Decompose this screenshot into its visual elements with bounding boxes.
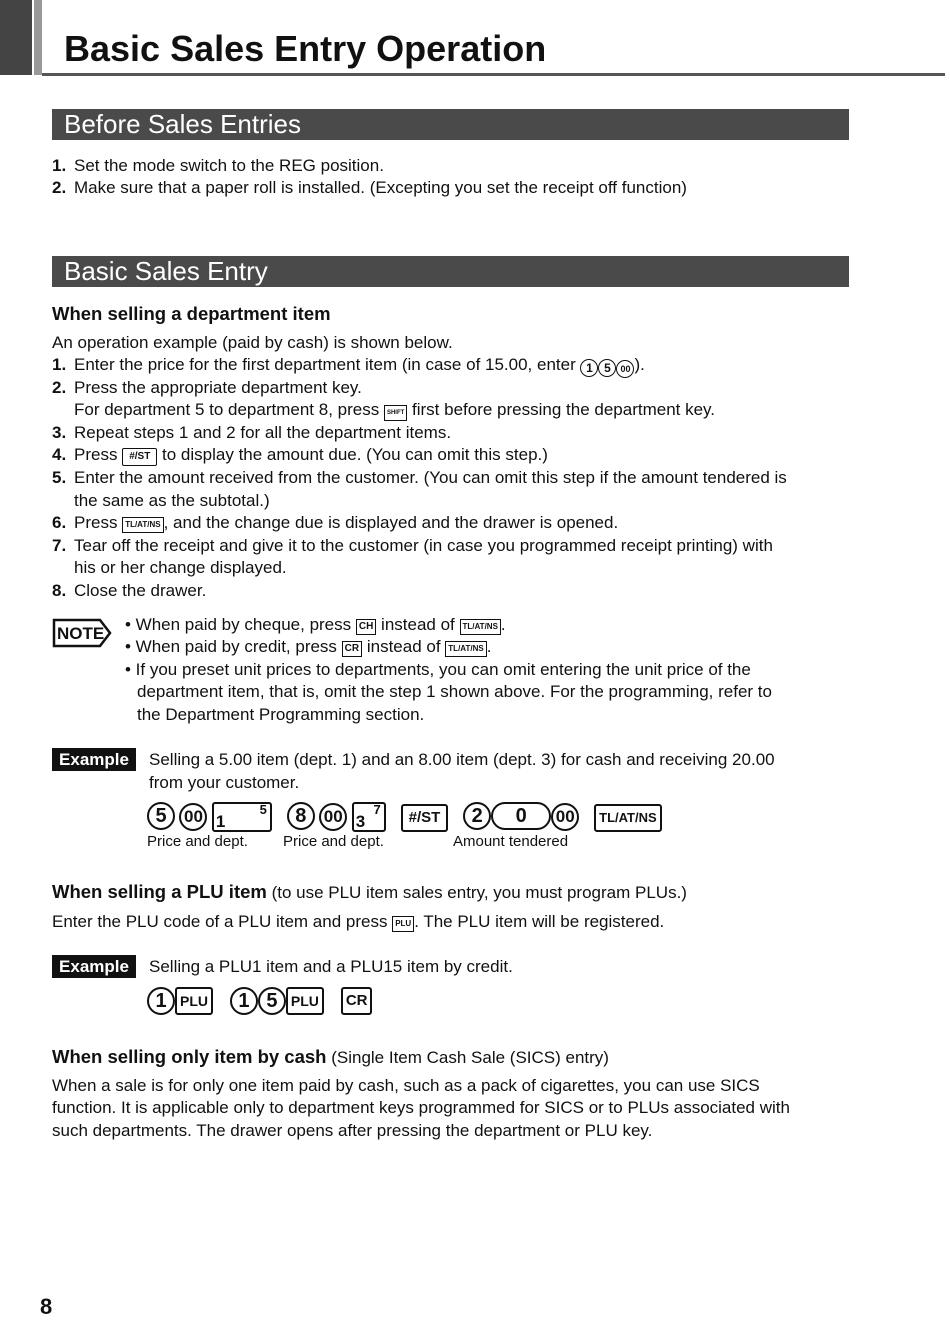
dept-1-5-key-icon: 1 5: [212, 802, 272, 832]
before-step-1: 1. Set the mode switch to the REG position.: [52, 156, 384, 175]
dept-step-7: 7. Tear off the receipt and give it to the customer (in case you programmed receipt printing) with: [52, 536, 773, 555]
dept-step-2-detail: For department 5 to department 8, press SHIFT first before pressing the department key.: [74, 400, 716, 419]
caption-price-dept-2: Price and dept.: [283, 833, 384, 850]
sics-line-1: When a sale is for only one item paid by cash, such as a pack of cigarettes, you can use SICS: [52, 1076, 760, 1095]
example1-line1: Selling a 5.00 item (dept. 1) and an 8.00 item (dept. 3) for cash and receiving 20.00: [149, 750, 775, 769]
example1-key-sequence: [147, 802, 662, 832]
example2-line1: Selling a PLU1 item and a PLU15 item by credit.: [149, 957, 513, 976]
example1-line2: from your customer.: [149, 773, 300, 792]
note-label: NOTE: [57, 624, 105, 643]
credit-key-icon: CR: [341, 987, 373, 1015]
plu-key-icon: PLU: [175, 987, 213, 1015]
key-1-icon: 1: [230, 987, 258, 1015]
plu-subheading: When selling a PLU item (to use PLU item sales entry, you must program PLUs.): [52, 881, 687, 902]
page-number: 8: [40, 1294, 53, 1319]
example2-key-sequence: [147, 987, 372, 1015]
dept-step-2: 2. Press the appropriate department key.: [52, 378, 362, 397]
before-step-2: 2. Make sure that a paper roll is installed. (Excepting you set the receipt off function): [52, 178, 687, 197]
note-icon: [52, 616, 112, 650]
dept-step-7-cont: his or her change displayed.: [74, 558, 287, 577]
sics-subheading: When selling only item by cash (Single Item Cash Sale (SICS) entry): [52, 1046, 609, 1067]
key-00-icon: 00: [319, 803, 347, 831]
shift-key-icon: SHIFT: [384, 405, 407, 421]
cheque-key-icon: CH: [356, 619, 376, 635]
sics-line-3: such departments. The drawer opens after pressing the department or PLU key.: [52, 1121, 653, 1140]
key-00-icon: 00: [551, 803, 579, 831]
dept-step-5-cont: the same as the subtotal.): [74, 491, 270, 510]
plu-key-icon: PLU: [392, 916, 414, 932]
dept-intro: An operation example (paid by cash) is shown below.: [52, 333, 453, 352]
subtotal-key-icon: #/ST: [122, 448, 157, 466]
credit-key-icon: CR: [342, 641, 362, 657]
caption-amount-tendered: Amount tendered: [453, 833, 569, 850]
key-1-icon: 1: [147, 987, 175, 1015]
key-5-icon: 5: [598, 359, 616, 377]
total-key-icon: TL/AT/NS: [460, 619, 501, 635]
key-5-icon: 5: [147, 802, 175, 830]
key-1-icon: 1: [580, 359, 598, 377]
subtotal-key-icon: #/ST: [401, 804, 449, 832]
dept-subheading: When selling a department item: [52, 303, 331, 324]
section-heading-before: Before Sales Entries: [52, 109, 849, 140]
key-5-icon: 5: [258, 987, 286, 1015]
section-heading-basic: Basic Sales Entry: [52, 256, 849, 287]
dept-step-8: 8. Close the drawer.: [52, 581, 207, 600]
total-key-icon: TL/AT/NS: [445, 641, 486, 657]
key-00-icon: 00: [179, 803, 207, 831]
note-item-3-cont1: department item, that is, omit the step 1 shown above. For the programming, refer to: [137, 682, 772, 701]
page-title: Basic Sales Entry Operation: [64, 28, 547, 69]
plu-key-icon: PLU: [286, 987, 324, 1015]
sics-line-2: function. It is applicable only to department keys programmed for SICS or to PLUs associated with: [52, 1098, 790, 1117]
note-item-3: • If you preset unit prices to departments, you can omit entering the unit price of the: [125, 660, 751, 679]
total-key-icon: TL/AT/NS: [594, 804, 662, 832]
dept-step-3: 3. Repeat steps 1 and 2 for all the department items.: [52, 423, 452, 442]
header-bar-dark: [0, 0, 32, 75]
caption-price-dept-1: Price and dept.: [147, 833, 248, 850]
key-8-icon: 8: [287, 802, 315, 830]
key-0-icon: 0: [491, 802, 551, 830]
note-item-3-cont2: the Department Programming section.: [137, 705, 425, 724]
dept-step-1: 1. Enter the price for the first department item (in case of 15.00, enter 1 5 00 ).: [52, 354, 645, 378]
dept-step-6: 6. Press TL/AT/NS , and the change due is displayed and the drawer is opened.: [52, 513, 619, 532]
total-key-icon: TL/AT/NS: [122, 517, 163, 533]
header-bar-light: [34, 0, 42, 75]
example-label: Example: [52, 955, 136, 978]
key-00-icon: 00: [616, 360, 634, 378]
note-item-1: • When paid by cheque, press CH instead of TL/AT/NS .: [125, 615, 506, 634]
dept-step-4: 4. Press #/ST to display the amount due. (You can omit this step.): [52, 445, 548, 464]
dept-step-5: 5. Enter the amount received from the customer. (You can omit this step if the amount tendered is: [52, 468, 787, 487]
key-2-icon: 2: [463, 802, 491, 830]
example-label: Example: [52, 748, 136, 771]
plu-text: Enter the PLU code of a PLU item and press PLU . The PLU item will be registered.: [52, 912, 665, 931]
header-rule: [42, 73, 945, 76]
note-item-2: • When paid by credit, press CR instead of TL/AT/NS .: [125, 637, 492, 656]
dept-3-7-key-icon: 3 7: [352, 802, 386, 832]
